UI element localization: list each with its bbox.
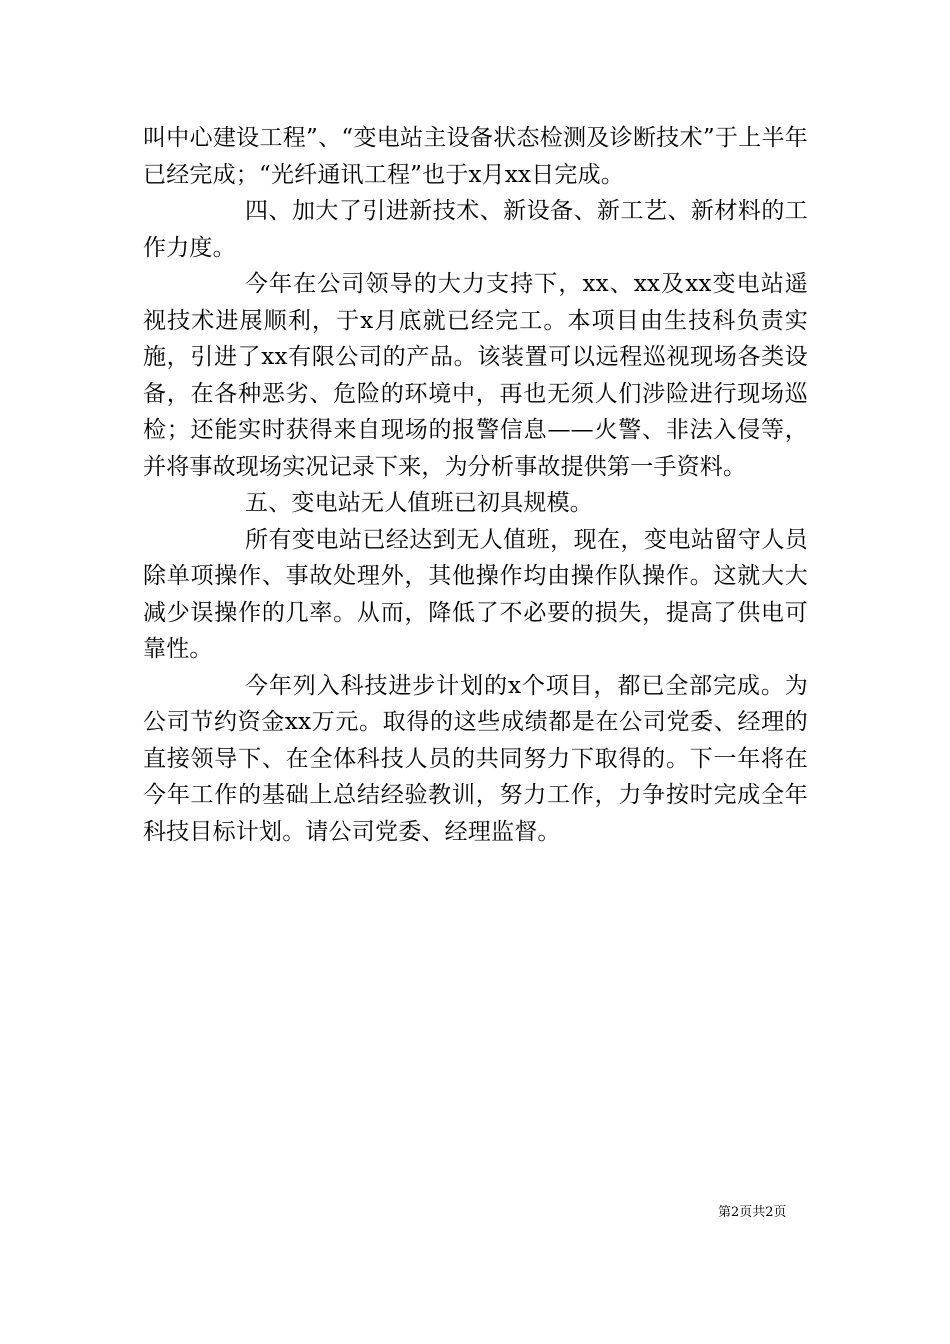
paragraph-unmanned-stations: 所有变电站已经达到无人值班，现在，变电站留守人员除单项操作、事故处理外，其他操作均由操作队操作。这就大大减少误操作的几率。从而，降低了不必要的损失，提高了供电可靠性。: [143, 526, 808, 662]
paragraph-continuation: 叫中心建设工程”、“变电站主设备状态检测及诊断技术”于上半年已经完成；“光纤通讯工程”也于x月xx日完成。: [143, 125, 808, 188]
paragraph-remote-monitoring: 今年在公司领导的大力支持下，xx、xx及xx变电站遥视技术进展顺利，于x月底就已经完工。本项目由生技科负责实施，引进了xx有限公司的产品。该装置可以远程巡视现场各类设备，在各种恶劣、危险的环境中，再也无须人们涉险进行现场巡检；还能实时获得来自现场的报警信息——火警、非法入侵等，并将事故现场实况记录下来，为分析事故提供第一手资料。: [143, 271, 808, 480]
paragraph-summary: 今年列入科技进步计划的x个项目，都已全部完成。为公司节约资金xx万元。取得的这些成绩都是在公司党委、经理的直接领导下、在全体科技人员的共同努力下取得的。下一年将在今年工作的基础上总结经验教训，努力工作，力争按时完成全年科技目标计划。请公司党委、经理监督。: [143, 672, 808, 845]
section-heading-4: 四、加大了引进新技术、新设备、新工艺、新材料的工作力度。: [143, 198, 808, 261]
page-number: 第2页共2页: [718, 1205, 787, 1220]
document-body: [143, 120, 808, 850]
section-heading-5: 五、变电站无人值班已初具规模。: [245, 490, 593, 516]
